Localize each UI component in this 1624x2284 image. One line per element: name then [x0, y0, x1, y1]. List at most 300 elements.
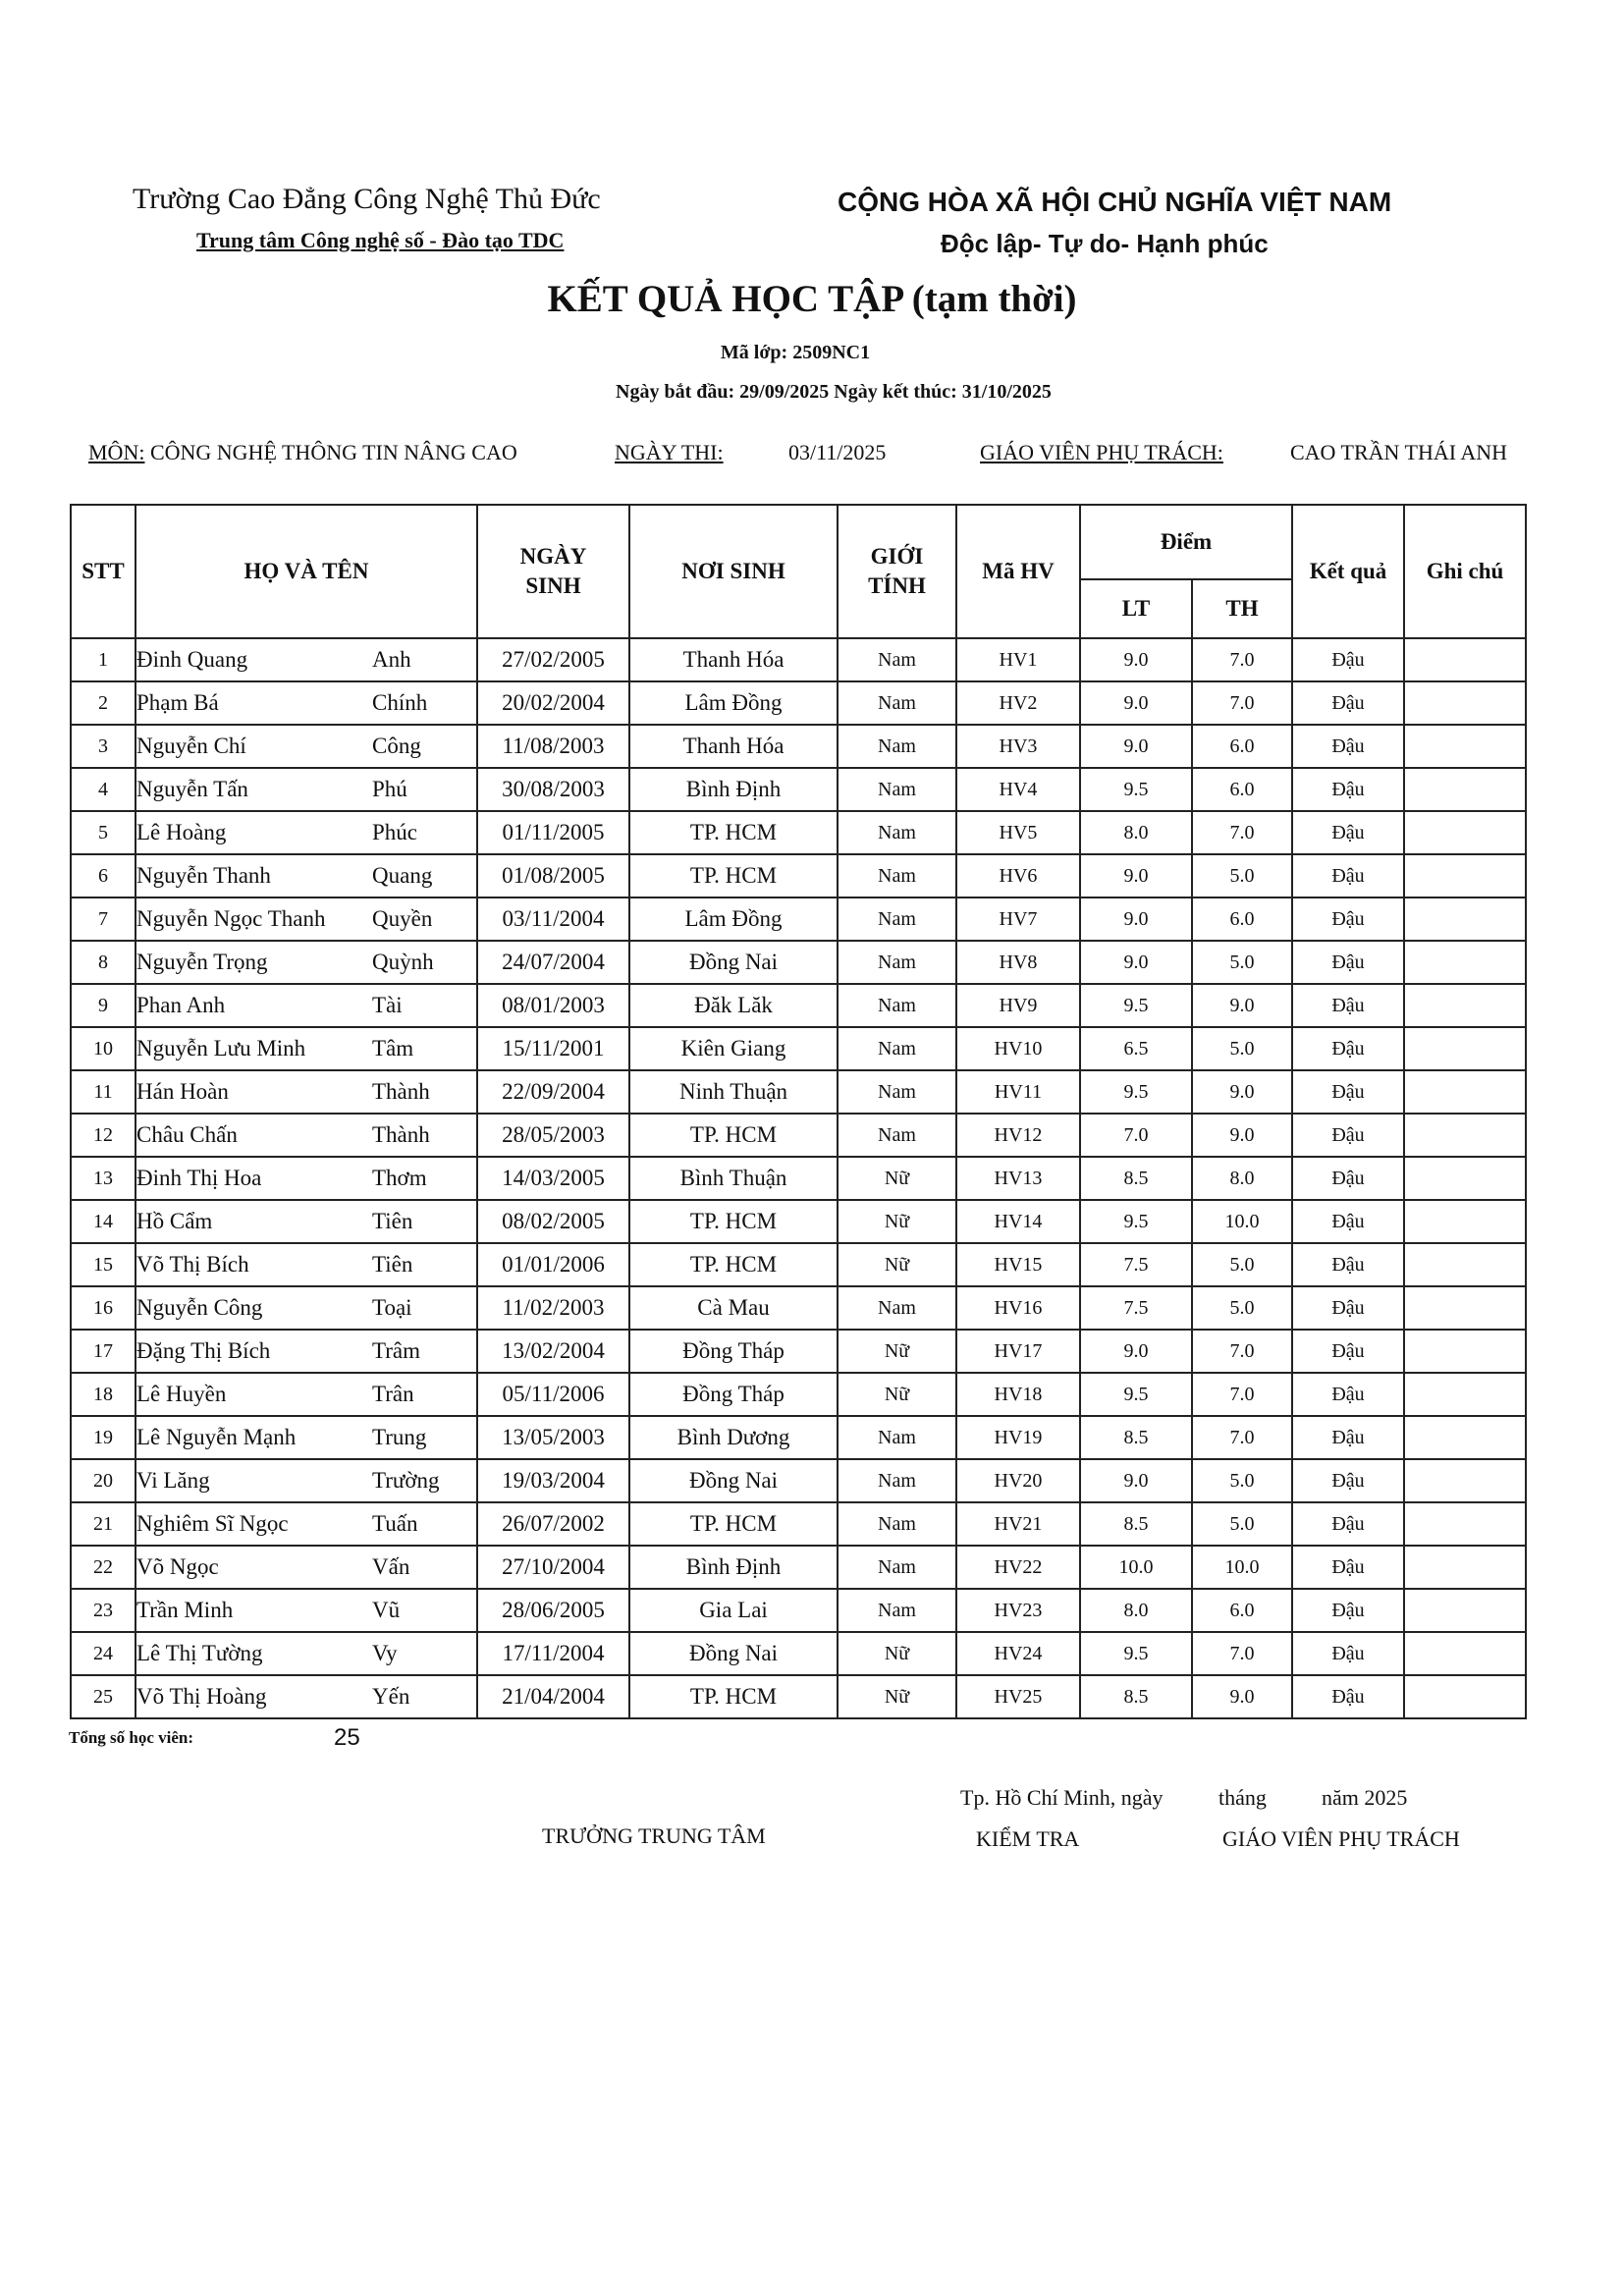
cell-dob: 11/02/2003 [477, 1286, 629, 1330]
cell-gender: Nam [838, 854, 956, 897]
cell-name [135, 681, 477, 725]
cell-stt: 21 [71, 1502, 135, 1546]
cell-result: Đậu [1292, 768, 1404, 811]
cell-name-first: Trần Minh [136, 1598, 234, 1622]
cell-th: 5.0 [1192, 1502, 1292, 1546]
cell-gender: Nữ [838, 1200, 956, 1243]
subject-label: MÔN: [88, 440, 145, 464]
cell-birthplace: Đồng Nai [629, 1459, 838, 1502]
cell-birthplace: Thanh Hóa [629, 638, 838, 681]
cell-note [1404, 1416, 1526, 1459]
cell-result: Đậu [1292, 1114, 1404, 1157]
cell-note [1404, 1114, 1526, 1157]
table-row [71, 681, 1526, 725]
cell-result: Đậu [1292, 1675, 1404, 1718]
signature-center-head: TRƯỞNG TRUNG TÂM [542, 1823, 766, 1848]
cell-student-id: HV14 [956, 1200, 1080, 1243]
cell-name-first: Nguyễn Chí [136, 734, 246, 758]
cell-gender: Nam [838, 984, 956, 1027]
subject-info [88, 440, 517, 465]
cell-note [1404, 1200, 1526, 1243]
cell-result: Đậu [1292, 1459, 1404, 1502]
cell-birthplace: Đồng Nai [629, 1632, 838, 1675]
table-row [71, 725, 1526, 768]
cell-name-first: Đặng Thị Bích [136, 1338, 271, 1363]
cell-result: Đậu [1292, 1416, 1404, 1459]
cell-result: Đậu [1292, 897, 1404, 941]
cell-result: Đậu [1292, 1027, 1404, 1070]
cell-gender: Nam [838, 638, 956, 681]
cell-dob: 15/11/2001 [477, 1027, 629, 1070]
cell-student-id: HV16 [956, 1286, 1080, 1330]
header-result: Kết quả [1292, 505, 1404, 638]
cell-student-id: HV17 [956, 1330, 1080, 1373]
cell-dob: 27/10/2004 [477, 1546, 629, 1589]
cell-stt: 11 [71, 1070, 135, 1114]
cell-name-first: Nghiêm Sĩ Ngọc [136, 1511, 289, 1536]
cell-lt: 9.5 [1080, 1070, 1192, 1114]
cell-lt: 9.0 [1080, 1459, 1192, 1502]
cell-stt: 6 [71, 854, 135, 897]
table-row [71, 1589, 1526, 1632]
table-row [71, 638, 1526, 681]
cell-name [135, 638, 477, 681]
cell-name-first: Phan Anh [136, 993, 226, 1017]
cell-result: Đậu [1292, 1330, 1404, 1373]
cell-result: Đậu [1292, 1373, 1404, 1416]
cell-stt: 23 [71, 1589, 135, 1632]
cell-th: 6.0 [1192, 768, 1292, 811]
cell-dob: 01/11/2005 [477, 811, 629, 854]
cell-result: Đậu [1292, 1589, 1404, 1632]
cell-th: 9.0 [1192, 984, 1292, 1027]
cell-student-id: HV11 [956, 1070, 1080, 1114]
cell-name-first: Hồ Cẩm [136, 1209, 213, 1233]
cell-note [1404, 1330, 1526, 1373]
cell-birthplace: Bình Dương [629, 1416, 838, 1459]
cell-name [135, 1546, 477, 1589]
cell-birthplace: Đồng Nai [629, 941, 838, 984]
center-name [196, 228, 564, 253]
cell-lt: 10.0 [1080, 1546, 1192, 1589]
cell-name [135, 1459, 477, 1502]
cell-gender: Nam [838, 1070, 956, 1114]
cell-note [1404, 854, 1526, 897]
cell-result: Đậu [1292, 811, 1404, 854]
cell-gender: Nữ [838, 1632, 956, 1675]
table-row [71, 1416, 1526, 1459]
cell-birthplace: Cà Mau [629, 1286, 838, 1330]
date-year: năm 2025 [1322, 1785, 1408, 1810]
cell-name [135, 1330, 477, 1373]
header-stt: STT [71, 505, 135, 638]
cell-gender: Nữ [838, 1330, 956, 1373]
cell-name [135, 897, 477, 941]
cell-name-last: Công [372, 734, 421, 758]
cell-birthplace: Lâm Đồng [629, 681, 838, 725]
cell-name-first: Lê Thị Tường [136, 1641, 263, 1665]
cell-th: 7.0 [1192, 811, 1292, 854]
cell-dob: 19/03/2004 [477, 1459, 629, 1502]
table-row [71, 897, 1526, 941]
cell-name [135, 1243, 477, 1286]
cell-dob: 11/08/2003 [477, 725, 629, 768]
cell-note [1404, 1027, 1526, 1070]
cell-th: 6.0 [1192, 1589, 1292, 1632]
cell-th: 6.0 [1192, 897, 1292, 941]
cell-student-id: HV23 [956, 1589, 1080, 1632]
cell-note [1404, 768, 1526, 811]
cell-student-id: HV10 [956, 1027, 1080, 1070]
cell-th: 7.0 [1192, 1330, 1292, 1373]
cell-gender: Nam [838, 1502, 956, 1546]
total-students-value: 25 [334, 1724, 360, 1751]
cell-name [135, 1632, 477, 1675]
cell-student-id: HV1 [956, 638, 1080, 681]
cell-stt: 24 [71, 1632, 135, 1675]
cell-student-id: HV21 [956, 1502, 1080, 1546]
cell-name [135, 984, 477, 1027]
header-dob-line1: NGÀY [519, 544, 587, 570]
cell-dob: 28/05/2003 [477, 1114, 629, 1157]
total-students-label: Tổng số học viên: [69, 1728, 194, 1747]
cell-birthplace: TP. HCM [629, 1675, 838, 1718]
cell-stt: 3 [71, 725, 135, 768]
cell-name-last: Tiên [372, 1209, 413, 1233]
cell-lt: 8.5 [1080, 1675, 1192, 1718]
cell-stt: 17 [71, 1330, 135, 1373]
cell-th: 10.0 [1192, 1200, 1292, 1243]
cell-stt: 2 [71, 681, 135, 725]
cell-dob: 08/02/2005 [477, 1200, 629, 1243]
cell-name-first: Võ Thị Bích [136, 1252, 249, 1277]
cell-name-first: Nguyễn Ngọc Thanh [136, 906, 326, 931]
cell-th: 5.0 [1192, 941, 1292, 984]
cell-name-last: Tài [372, 993, 403, 1017]
cell-name-last: Quyền [372, 906, 433, 931]
cell-student-id: HV25 [956, 1675, 1080, 1718]
cell-th: 5.0 [1192, 1459, 1292, 1502]
cell-th: 6.0 [1192, 725, 1292, 768]
table-row [71, 1675, 1526, 1718]
header-name: HỌ VÀ TÊN [135, 505, 477, 638]
cell-name-last: Trường [372, 1468, 440, 1493]
table-row [71, 1027, 1526, 1070]
cell-th: 7.0 [1192, 638, 1292, 681]
cell-student-id: HV18 [956, 1373, 1080, 1416]
cell-th: 7.0 [1192, 681, 1292, 725]
cell-th: 7.0 [1192, 1632, 1292, 1675]
cell-lt: 9.0 [1080, 854, 1192, 897]
cell-name-first: Võ Thị Hoàng [136, 1684, 267, 1709]
cell-lt: 9.0 [1080, 638, 1192, 681]
cell-name-last: Yến [372, 1684, 410, 1709]
cell-stt: 22 [71, 1546, 135, 1589]
cell-result: Đậu [1292, 941, 1404, 984]
cell-name-last: Quang [372, 863, 433, 888]
course-dates: Ngày bắt đầu: 29/09/2025 Ngày kết thúc: 31/10/2025 [616, 381, 1052, 403]
cell-lt: 9.0 [1080, 941, 1192, 984]
cell-name [135, 811, 477, 854]
cell-dob: 13/05/2003 [477, 1416, 629, 1459]
cell-birthplace: TP. HCM [629, 854, 838, 897]
table-row [71, 1070, 1526, 1114]
nation-title: CỘNG HÒA XÃ HỘI CHỦ NGHĨA VIỆT NAM [838, 187, 1392, 217]
cell-name-first: Nguyễn Trọng [136, 950, 268, 974]
cell-dob: 21/04/2004 [477, 1675, 629, 1718]
cell-name-last: Trung [372, 1425, 427, 1449]
cell-note [1404, 1243, 1526, 1286]
cell-gender: Nam [838, 1027, 956, 1070]
cell-name [135, 768, 477, 811]
cell-birthplace: Gia Lai [629, 1589, 838, 1632]
cell-result: Đậu [1292, 854, 1404, 897]
cell-gender: Nữ [838, 1157, 956, 1200]
cell-birthplace: Đồng Tháp [629, 1373, 838, 1416]
cell-student-id: HV24 [956, 1632, 1080, 1675]
cell-name-last: Trân [372, 1382, 414, 1406]
cell-birthplace: TP. HCM [629, 1114, 838, 1157]
cell-name-first: Phạm Bá [136, 690, 219, 715]
cell-result: Đậu [1292, 1157, 1404, 1200]
cell-th: 9.0 [1192, 1675, 1292, 1718]
cell-student-id: HV2 [956, 681, 1080, 725]
cell-dob: 01/08/2005 [477, 854, 629, 897]
cell-name [135, 725, 477, 768]
cell-name [135, 1157, 477, 1200]
cell-stt: 4 [71, 768, 135, 811]
cell-note [1404, 1286, 1526, 1330]
cell-result: Đậu [1292, 1070, 1404, 1114]
cell-student-id: HV22 [956, 1546, 1080, 1589]
cell-name-last: Phú [372, 777, 407, 801]
cell-name-first: Võ Ngọc [136, 1554, 219, 1579]
cell-birthplace: TP. HCM [629, 1243, 838, 1286]
exam-date-value: 03/11/2025 [788, 440, 887, 464]
header-birthplace: NƠI SINH [629, 505, 838, 638]
cell-result: Đậu [1292, 984, 1404, 1027]
cell-stt: 8 [71, 941, 135, 984]
center-name-text: Trung tâm Công nghệ số - Đào tạo TDC [196, 228, 565, 252]
cell-lt: 8.0 [1080, 811, 1192, 854]
cell-dob: 13/02/2004 [477, 1330, 629, 1373]
cell-name [135, 1070, 477, 1114]
cell-lt: 9.5 [1080, 1373, 1192, 1416]
cell-student-id: HV4 [956, 768, 1080, 811]
cell-student-id: HV3 [956, 725, 1080, 768]
cell-name-last: Anh [372, 647, 411, 672]
cell-lt: 8.0 [1080, 1589, 1192, 1632]
cell-birthplace: Bình Định [629, 1546, 838, 1589]
cell-lt: 9.5 [1080, 984, 1192, 1027]
cell-result: Đậu [1292, 725, 1404, 768]
cell-gender: Nam [838, 941, 956, 984]
cell-th: 5.0 [1192, 1286, 1292, 1330]
cell-stt: 13 [71, 1157, 135, 1200]
cell-gender: Nữ [838, 1373, 956, 1416]
table-row [71, 1157, 1526, 1200]
cell-birthplace: Bình Định [629, 768, 838, 811]
header-note: Ghi chú [1404, 505, 1526, 638]
header-lt: LT [1080, 579, 1192, 638]
table-row [71, 1200, 1526, 1243]
cell-name [135, 1589, 477, 1632]
cell-note [1404, 1546, 1526, 1589]
cell-lt: 9.5 [1080, 1632, 1192, 1675]
cell-result: Đậu [1292, 1546, 1404, 1589]
cell-stt: 20 [71, 1459, 135, 1502]
cell-name [135, 1200, 477, 1243]
cell-stt: 12 [71, 1114, 135, 1157]
cell-birthplace: TP. HCM [629, 1502, 838, 1546]
cell-lt: 6.5 [1080, 1027, 1192, 1070]
cell-name-last: Vũ [372, 1598, 401, 1622]
cell-name-first: Hán Hoàn [136, 1079, 229, 1104]
header-gender-line1: GIỚI [870, 544, 924, 570]
table-row [71, 1286, 1526, 1330]
cell-lt: 8.5 [1080, 1157, 1192, 1200]
table-header-row [71, 505, 1526, 579]
exam-date-label: NGÀY THI: [615, 440, 724, 464]
cell-gender: Nam [838, 768, 956, 811]
cell-stt: 19 [71, 1416, 135, 1459]
cell-dob: 24/07/2004 [477, 941, 629, 984]
cell-th: 5.0 [1192, 1027, 1292, 1070]
cell-birthplace: Đăk Lăk [629, 984, 838, 1027]
cell-gender: Nam [838, 725, 956, 768]
cell-note [1404, 897, 1526, 941]
cell-dob: 27/02/2005 [477, 638, 629, 681]
cell-gender: Nam [838, 1114, 956, 1157]
school-name: Trường Cao Đẳng Công Nghệ Thủ Đức [133, 183, 601, 215]
document-title: KẾT QUẢ HỌC TẬP (tạm thời) [547, 278, 1077, 320]
teacher-label: GIÁO VIÊN PHỤ TRÁCH: [980, 440, 1223, 464]
table-row [71, 1459, 1526, 1502]
cell-gender: Nam [838, 1416, 956, 1459]
header-score: Điểm [1080, 505, 1292, 579]
cell-gender: Nam [838, 897, 956, 941]
cell-name [135, 1502, 477, 1546]
cell-th: 5.0 [1192, 1243, 1292, 1286]
cell-dob: 20/02/2004 [477, 681, 629, 725]
cell-dob: 05/11/2006 [477, 1373, 629, 1416]
cell-birthplace: Bình Thuận [629, 1157, 838, 1200]
cell-gender: Nữ [838, 1675, 956, 1718]
table-body [71, 638, 1526, 1718]
cell-note [1404, 1157, 1526, 1200]
cell-name [135, 941, 477, 984]
table-row [71, 854, 1526, 897]
table-row [71, 1373, 1526, 1416]
cell-name-first: Nguyễn Công [136, 1295, 263, 1320]
cell-result: Đậu [1292, 1286, 1404, 1330]
cell-stt: 10 [71, 1027, 135, 1070]
cell-dob: 28/06/2005 [477, 1589, 629, 1632]
cell-dob: 14/03/2005 [477, 1157, 629, 1200]
cell-name [135, 854, 477, 897]
cell-th: 7.0 [1192, 1416, 1292, 1459]
class-code: Mã lớp: 2509NC1 [720, 342, 871, 363]
cell-birthplace: TP. HCM [629, 1200, 838, 1243]
header-dob-line2: SINH [525, 573, 581, 598]
cell-name-last: Thành [372, 1122, 430, 1147]
cell-gender: Nam [838, 1589, 956, 1632]
cell-name [135, 1373, 477, 1416]
cell-gender: Nữ [838, 1243, 956, 1286]
cell-name-last: Tuấn [372, 1511, 418, 1536]
cell-lt: 7.5 [1080, 1243, 1192, 1286]
cell-dob: 22/09/2004 [477, 1070, 629, 1114]
cell-name-last: Trâm [372, 1338, 420, 1363]
cell-name [135, 1286, 477, 1330]
cell-result: Đậu [1292, 638, 1404, 681]
cell-note [1404, 1632, 1526, 1675]
cell-gender: Nam [838, 1546, 956, 1589]
cell-student-id: HV12 [956, 1114, 1080, 1157]
cell-stt: 16 [71, 1286, 135, 1330]
cell-note [1404, 1070, 1526, 1114]
cell-lt: 7.0 [1080, 1114, 1192, 1157]
cell-name-first: Châu Chấn [136, 1122, 238, 1147]
place-date: Tp. Hồ Chí Minh, ngày [960, 1785, 1164, 1810]
cell-student-id: HV7 [956, 897, 1080, 941]
cell-name [135, 1027, 477, 1070]
cell-note [1404, 725, 1526, 768]
cell-student-id: HV15 [956, 1243, 1080, 1286]
cell-lt: 7.5 [1080, 1286, 1192, 1330]
cell-note [1404, 681, 1526, 725]
cell-name-last: Thơm [372, 1166, 427, 1190]
cell-lt: 9.0 [1080, 681, 1192, 725]
cell-name-first: Đinh Quang [136, 647, 248, 672]
cell-student-id: HV6 [956, 854, 1080, 897]
table-row [71, 1546, 1526, 1589]
cell-result: Đậu [1292, 681, 1404, 725]
cell-name-last: Tiên [372, 1252, 413, 1277]
cell-th: 8.0 [1192, 1157, 1292, 1200]
cell-th: 5.0 [1192, 854, 1292, 897]
cell-name-first: Đinh Thị Hoa [136, 1166, 262, 1190]
table-row [71, 1632, 1526, 1675]
cell-dob: 03/11/2004 [477, 897, 629, 941]
cell-name-last: Vy [372, 1641, 398, 1665]
cell-gender: Nam [838, 681, 956, 725]
cell-lt: 9.5 [1080, 768, 1192, 811]
cell-name-last: Phúc [372, 820, 417, 844]
cell-stt: 5 [71, 811, 135, 854]
cell-note [1404, 1459, 1526, 1502]
cell-name-last: Tâm [372, 1036, 414, 1060]
cell-result: Đậu [1292, 1502, 1404, 1546]
table-row [71, 1114, 1526, 1157]
cell-th: 9.0 [1192, 1070, 1292, 1114]
cell-note [1404, 638, 1526, 681]
cell-name-first: Nguyễn Thanh [136, 863, 271, 888]
cell-stt: 9 [71, 984, 135, 1027]
subject-value: CÔNG NGHỆ THÔNG TIN NÂNG CAO [149, 440, 517, 464]
signature-checker: KIỂM TRA [976, 1826, 1080, 1851]
cell-note [1404, 811, 1526, 854]
cell-birthplace: Đồng Tháp [629, 1330, 838, 1373]
signature-teacher: GIÁO VIÊN PHỤ TRÁCH [1222, 1826, 1460, 1851]
cell-name-last: Toại [372, 1295, 412, 1320]
cell-result: Đậu [1292, 1243, 1404, 1286]
table-row [71, 941, 1526, 984]
cell-note [1404, 984, 1526, 1027]
cell-name-first: Lê Huyền [136, 1382, 227, 1406]
cell-student-id: HV19 [956, 1416, 1080, 1459]
header-gender-line2: TÍNH [868, 573, 926, 598]
